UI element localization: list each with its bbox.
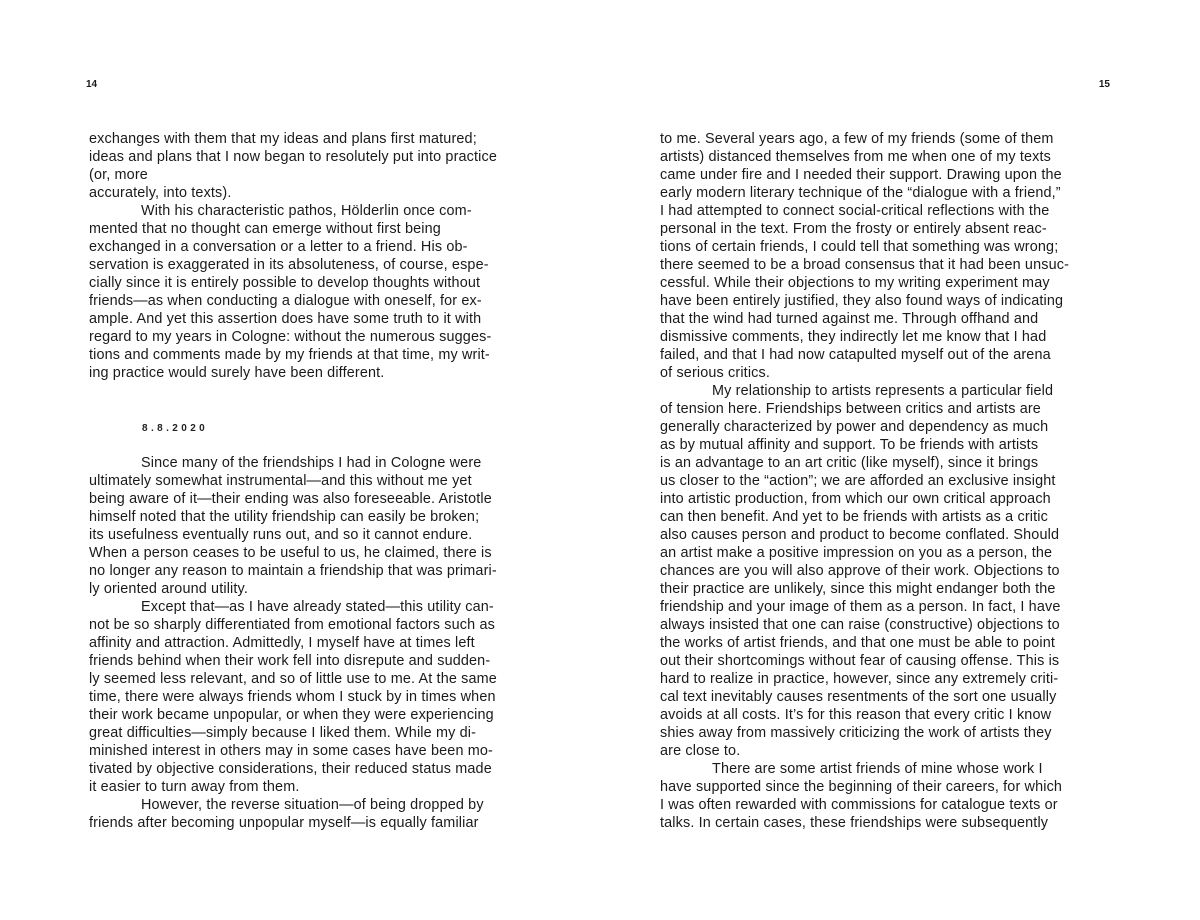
text-line: always insisted that one can raise (constructive) objections to	[660, 617, 1060, 633]
text-line: are close to.	[660, 743, 741, 759]
text-line: ly seemed less relevant, and so of little use to me. At the same	[89, 671, 497, 687]
text-line: talks. In certain cases, these friendships were subsequently	[660, 815, 1049, 831]
text-line: My relationship to artists represents a particular field	[712, 383, 1054, 399]
text-line: early modern literary technique of the “dialogue with a friend,”	[660, 185, 1061, 201]
text-line: it easier to turn away from them.	[89, 779, 300, 795]
text-line: there seemed to be a broad consensus that it had been unsuc-	[660, 257, 1070, 273]
text-line: cessful. While their objections to my writing experiment may	[660, 275, 1050, 291]
date-heading: 8.8.2020	[142, 423, 209, 434]
paragraph-utility	[89, 598, 559, 796]
text-line: out their shortcomings without fear of causing offense. This is	[660, 653, 1060, 669]
text-line: ample. And yet this assertion does have some truth to it with	[89, 311, 482, 327]
text-line: friends behind when their work fell into disrepute and sudden-	[89, 653, 491, 669]
page-number: 14	[86, 79, 98, 90]
text-line: their work became unpopular, or when they were experiencing	[89, 707, 494, 723]
text-line: With his characteristic pathos, Hölderlin once com-	[141, 203, 472, 219]
text-line: ultimately somewhat instrumental—and this without me yet	[89, 473, 472, 489]
text-line: affinity and attraction. Admittedly, I myself have at times left	[89, 635, 475, 651]
paragraph-reverse	[89, 796, 559, 832]
text-line: himself noted that the utility friendship can easily be broken;	[89, 509, 480, 525]
text-line: the works of artist friends, and that one must be able to point	[660, 635, 1056, 651]
text-line: friends after becoming unpopular myself—is equally familiar	[89, 815, 479, 831]
text-line: friends—as when conducting a dialogue with oneself, for ex-	[89, 293, 482, 309]
text-line: regard to my years in Cologne: without the numerous sugges-	[89, 329, 492, 345]
text-line: great difficulties—simply because I liked them. While my di-	[89, 725, 477, 741]
text-line: into artistic production, from which our own critical approach	[660, 491, 1051, 507]
text-line: of tension here. Friendships between critics and artists are	[660, 401, 1041, 417]
text-line: exchanged in a conversation or a letter to a friend. His ob-	[89, 239, 468, 255]
text-line: ideas and plans that I now began to resolutely put into practice	[89, 149, 497, 165]
text-line: tions of certain friends, I could tell that something was wrong;	[660, 239, 1059, 255]
paragraph-continued	[89, 130, 559, 202]
text-line: I was often rewarded with commissions for catalogue texts or	[660, 797, 1058, 813]
text-line: minished interest in others may in some cases have been mo-	[89, 743, 493, 759]
text-line: its usefulness eventually runs out, and so it cannot endure.	[89, 527, 473, 543]
text-line: However, the reverse situation—of being dropped by	[141, 797, 484, 813]
text-line: There are some artist friends of mine whose work I	[712, 761, 1043, 777]
text-line: personal in the text. From the frosty or entirely absent reac-	[660, 221, 1047, 237]
paragraph-continued	[660, 130, 1130, 382]
text-line: being aware of it—their ending was also foreseeable. Aristotle	[89, 491, 492, 507]
text-line: friendship and your image of them as a person. In fact, I have	[660, 599, 1061, 615]
text-line: that the wind had turned against me. Through offhand and	[660, 311, 1039, 327]
text-line: avoids at all costs. It’s for this reason that every critic I know	[660, 707, 1052, 723]
text-line: hard to realize in practice, however, since any extremely criti-	[660, 671, 1059, 687]
text-line: dismissive comments, they indirectly let me know that I had	[660, 329, 1047, 345]
text-line: is an advantage to an art critic (like myself), since it brings	[660, 455, 1039, 471]
text-line: tions and comments made by my friends at that time, my writ-	[89, 347, 490, 363]
text-line: also causes person and product to become conflated. Should	[660, 527, 1060, 543]
text-line: their practice are unlikely, since this might endanger both the	[660, 581, 1056, 597]
text-line: have supported since the beginning of their careers, for which	[660, 779, 1063, 795]
text-line: time, there were always friends whom I stuck by in times when	[89, 689, 496, 705]
text-line: cal text inevitably causes resentments of the sort one usually	[660, 689, 1057, 705]
text-line: no longer any reason to maintain a friendship that was primari-	[89, 563, 497, 579]
text-line: Since many of the friendships I had in Cologne were	[141, 455, 482, 471]
text-line: us closer to the “action”; we are afforded an exclusive insight	[660, 473, 1056, 489]
text-line: mented that no thought can emerge without first being	[89, 221, 441, 237]
text-line: came under fire and I needed their support. Drawing upon the	[660, 167, 1062, 183]
text-line: tivated by objective considerations, their reduced status made	[89, 761, 492, 777]
text-line: failed, and that I had now catapulted myself out of the arena	[660, 347, 1051, 363]
paragraph-aristotle	[89, 454, 559, 598]
text-line: I had attempted to connect social-critical reflections with the	[660, 203, 1050, 219]
text-line: not be so sharply differentiated from emotional factors such as	[89, 617, 495, 633]
text-line: shies away from massively criticizing the work of artists they	[660, 725, 1052, 741]
text-line: accurately, into texts).	[89, 185, 232, 201]
text-line: Except that—as I have already stated—this utility can-	[141, 599, 494, 615]
text-line: (or, more	[89, 167, 148, 183]
right-page	[600, 0, 1200, 920]
paragraph-holderlin	[89, 202, 559, 382]
text-line: generally characterized by power and dependency as much	[660, 419, 1049, 435]
text-line: chances are you will also approve of their work. Objections to	[660, 563, 1060, 579]
page-number: 15	[1098, 79, 1110, 90]
text-line: have been entirely justified, they also found ways of indicating	[660, 293, 1064, 309]
paragraph-artist-friends	[660, 760, 1130, 832]
paragraph-artists-tension	[660, 382, 1130, 760]
text-line: ing practice would surely have been different.	[89, 365, 385, 381]
text-line: When a person ceases to be useful to us, he claimed, there is	[89, 545, 492, 561]
text-line: to me. Several years ago, a few of my friends (some of them	[660, 131, 1054, 147]
text-line: an artist make a positive impression on you as a person, the	[660, 545, 1053, 561]
text-line: cially since it is entirely possible to develop thoughts without	[89, 275, 481, 291]
text-line: can then benefit. And yet to be friends with artists as a critic	[660, 509, 1048, 525]
text-line: as by mutual affinity and support. To be friends with artists	[660, 437, 1039, 453]
text-line: exchanges with them that my ideas and plans first matured;	[89, 131, 477, 147]
text-line: artists) distanced themselves from me when one of my texts	[660, 149, 1052, 165]
text-line: ly oriented around utility.	[89, 581, 248, 597]
text-line: servation is exaggerated in its absoluteness, of course, espe-	[89, 257, 489, 273]
text-line: of serious critics.	[660, 365, 771, 381]
date-heading-wrap	[89, 420, 559, 438]
